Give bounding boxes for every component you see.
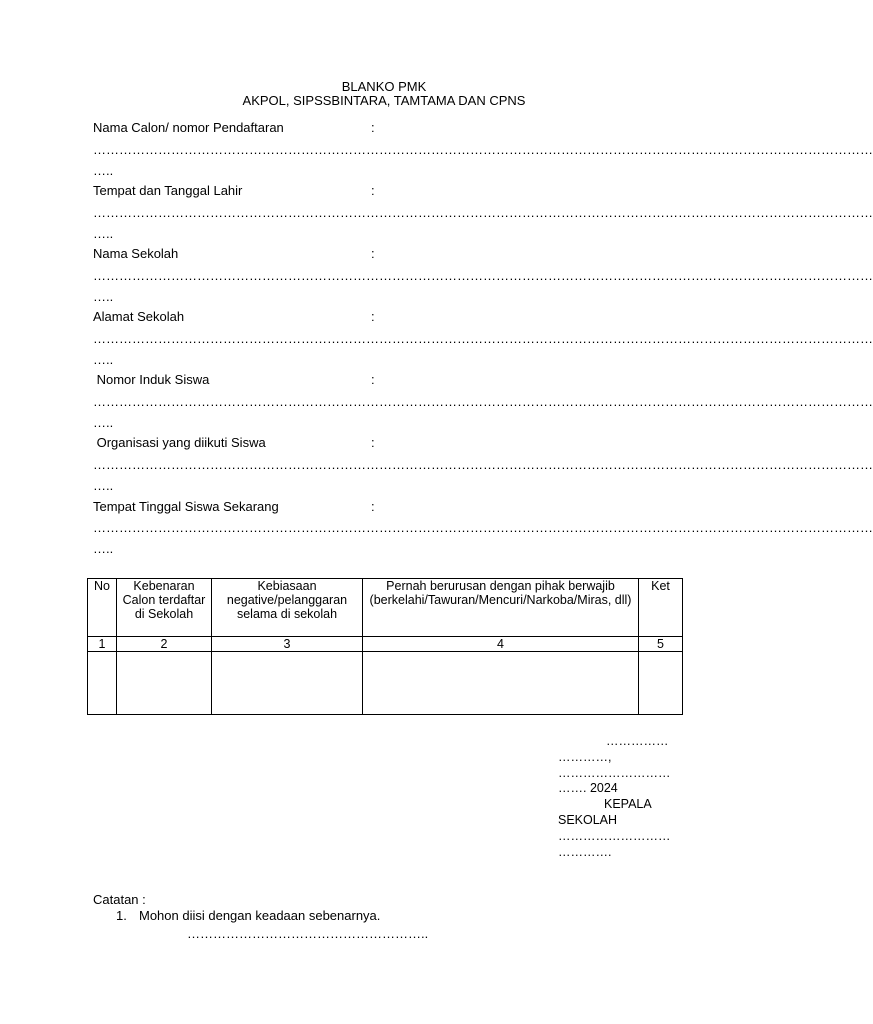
fill-line: ……………………………………………………………………………………………………………………………………………………………… <box>93 331 873 346</box>
notes-trailing-dots: ……………………………………………….. <box>187 926 429 941</box>
number-cell: 3 <box>212 637 363 652</box>
fill-line: ……………………………………………………………………………………………………………………………………………………………… <box>93 457 873 472</box>
field-colon: : <box>371 183 375 198</box>
field-colon: : <box>371 372 375 387</box>
field-label-alamat-sekolah: Alamat Sekolah <box>93 309 185 324</box>
entry-cell[interactable] <box>639 652 683 715</box>
field-label-tempat-tinggal: Tempat Tinggal Siswa Sekarang <box>93 499 279 514</box>
fill-line-tail: ….. <box>93 352 114 367</box>
field-label-nama-calon: Nama Calon/ nomor Pendaftaran <box>93 120 284 135</box>
header-cell-no: No <box>88 579 117 637</box>
signature-date-dots-2: ……………………… <box>558 766 671 780</box>
table-entry-row <box>88 652 683 715</box>
fill-line: ……………………………………………………………………………………………………………………………………………………………… <box>93 142 873 157</box>
header-cell-kebiasaan: Kebiasaan negative/pelanggaran selama di sekolah <box>212 579 363 637</box>
field-colon: : <box>371 120 375 135</box>
field-label-nomor-induk-siswa: Nomor Induk Siswa <box>93 372 210 387</box>
header-cell-kebenaran: Kebenaran Calon terdaftar di Sekolah <box>117 579 212 637</box>
fill-line: ……………………………………………………………………………………………………………………………………………………………… <box>93 520 873 535</box>
signature-place-dots: …………… <box>606 734 669 748</box>
document-title: BLANKO PMK <box>341 79 427 94</box>
header-cell-pernah-berurusan: Pernah berurusan dengan pihak berwajib (berkelahi/Tawuran/Mencuri/Narkoba/Miras, dll) <box>363 579 639 637</box>
fill-line-tail: ….. <box>93 415 114 430</box>
header-cell-ket: Ket <box>639 579 683 637</box>
signature-title-kepala: KEPALA <box>604 797 652 811</box>
entry-cell[interactable] <box>88 652 117 715</box>
fill-line: ……………………………………………………………………………………………………………………………………………………………… <box>93 268 873 283</box>
field-colon: : <box>371 499 375 514</box>
signature-name-dots-2: …………. <box>558 845 612 859</box>
number-cell: 4 <box>363 637 639 652</box>
signature-date-dots: …………, <box>558 750 612 764</box>
field-label-tempat-tanggal-lahir: Tempat dan Tanggal Lahir <box>93 183 243 198</box>
fill-line-tail: ….. <box>93 226 114 241</box>
document-subtitle: AKPOL, SIPSSBINTARA, TAMTAMA DAN CPNS <box>242 93 526 108</box>
fill-line-tail: ….. <box>93 289 114 304</box>
notes-item-text: Mohon diisi dengan keadaan sebenarnya. <box>139 908 381 923</box>
fill-line-tail: ….. <box>93 163 114 178</box>
fill-line-tail: ….. <box>93 541 114 556</box>
fill-line: ……………………………………………………………………………………………………………………………………………………………… <box>93 394 873 409</box>
signature-year: ……. 2024 <box>558 781 618 795</box>
entry-cell[interactable] <box>363 652 639 715</box>
fill-line: ……………………………………………………………………………………………………………………………………………………………… <box>93 205 873 220</box>
number-cell: 1 <box>88 637 117 652</box>
assessment-table <box>87 578 683 715</box>
signature-name-dots: ……………………… <box>558 829 671 843</box>
fill-line-tail: ….. <box>93 478 114 493</box>
signature-title-sekolah: SEKOLAH <box>558 813 618 827</box>
field-colon: : <box>371 435 375 450</box>
field-colon: : <box>371 309 375 324</box>
number-cell: 2 <box>117 637 212 652</box>
number-cell: 5 <box>639 637 683 652</box>
field-label-organisasi: Organisasi yang diikuti Siswa <box>93 435 266 450</box>
notes-item-number: 1. <box>116 908 127 923</box>
field-colon: : <box>371 246 375 261</box>
entry-cell[interactable] <box>212 652 363 715</box>
table-number-row <box>88 637 683 652</box>
notes-heading: Catatan : <box>93 892 146 907</box>
field-label-nama-sekolah: Nama Sekolah <box>93 246 179 261</box>
table-header-row <box>88 579 683 637</box>
entry-cell[interactable] <box>117 652 212 715</box>
